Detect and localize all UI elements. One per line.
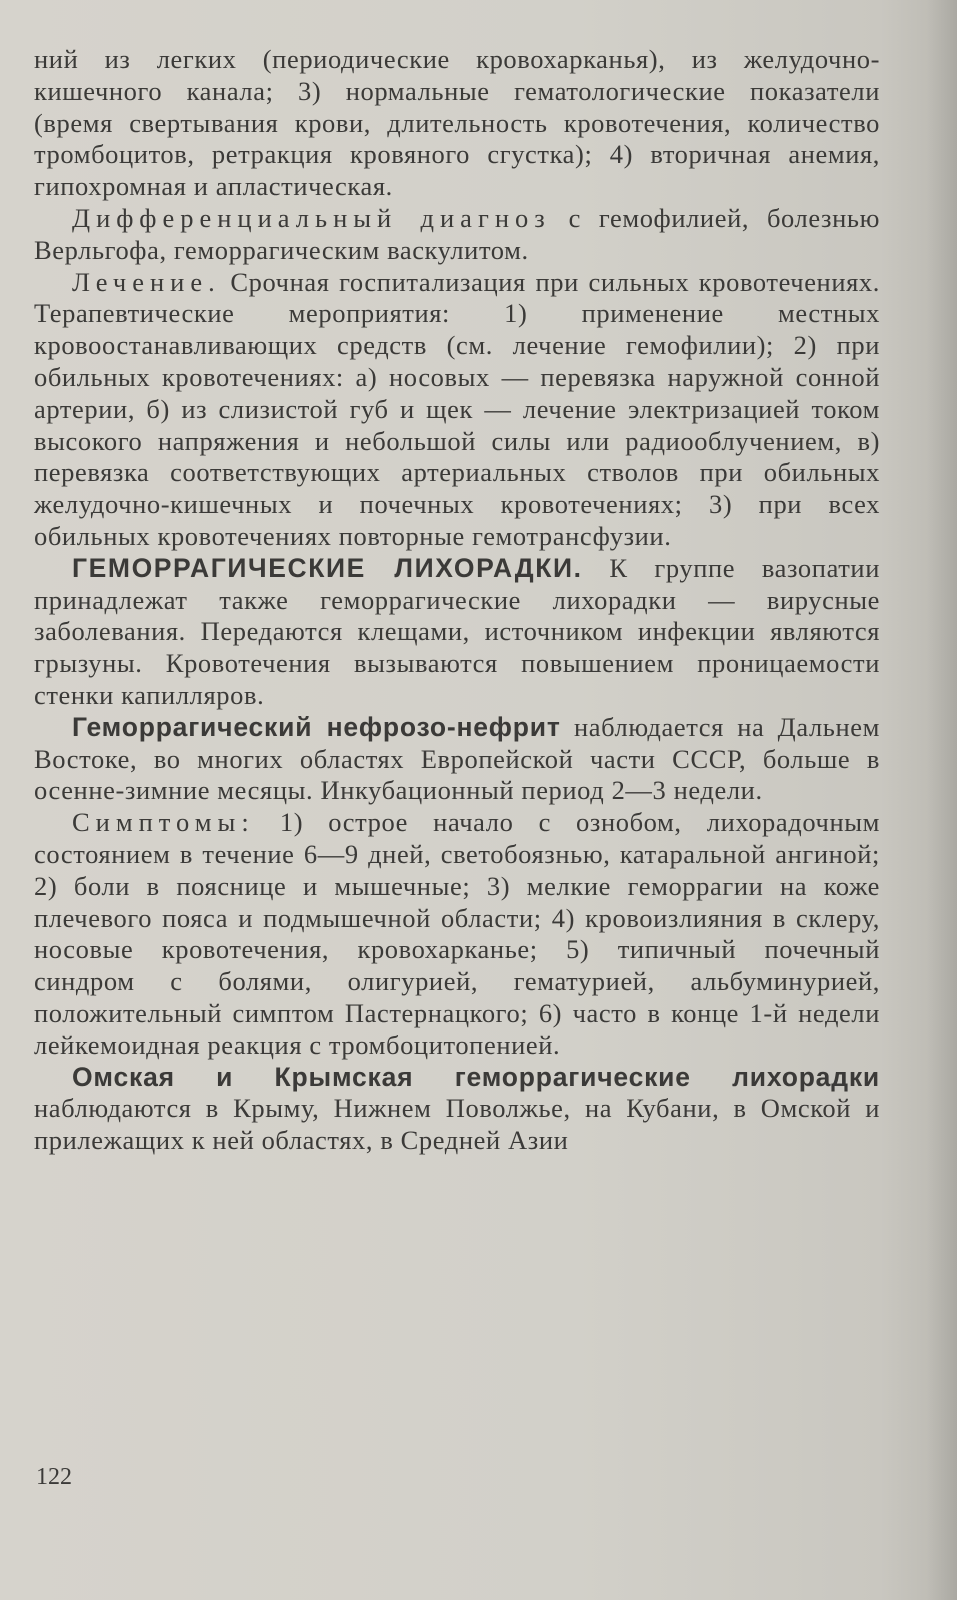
paragraph-1 bbox=[34, 44, 880, 203]
section-heading: ГЕМОРРАГИЧЕСКИЕ ЛИХОРАДКИ. bbox=[72, 552, 583, 583]
omsk-crimean-lead: Омская и Крымская геморрагические лихорадки bbox=[72, 1061, 880, 1092]
page-number: 122 bbox=[36, 1464, 72, 1490]
hemorrhagic-fevers-text: К группе вазопатии принадлежат также геморрагические лихорадки — вирусные заболевания. Передаются клещами, источником инфекции являются грызуны. Кровотечения вызываются повышением проницаемости стенки капилляров. bbox=[34, 552, 880, 710]
symptoms-lead: Симптомы: bbox=[72, 807, 255, 838]
paragraph-treatment bbox=[34, 267, 880, 553]
page-edge-shadow bbox=[927, 0, 957, 1600]
paragraph-symptoms bbox=[34, 807, 880, 1061]
paragraph-nephrosonephritis bbox=[34, 712, 880, 807]
differential-diagnosis-text: с гемофилией, болезнью Верльгофа, геморрагическим васкулитом. bbox=[34, 202, 880, 265]
nephrosonephritis-text: наблюдается на Дальнем Востоке, во многих областях Европейской части СССР, больше в осенне-зимние месяцы. Инкубационный период 2—3 недели. bbox=[34, 711, 880, 806]
omsk-crimean-text: наблюдаются в Крыму, Нижнем Поволжье, на Кубани, в Омской и прилежащих к ней областях, в Средней Азии bbox=[34, 1093, 880, 1156]
paragraph-1-text: ний из легких (периодические кровохарканья), из желудочно-кишечного канала; 3) нормальные гематологические показатели (время свертывания крови, длительность кровотечения, количество тромбоцитов, ретракция кровяного сгустка); 4) вторичная анемия, гипохромная и апластическая. bbox=[34, 44, 880, 202]
differential-diagnosis-lead: Дифференциальный диагноз bbox=[72, 202, 551, 233]
paragraph-hemorrhagic-fevers bbox=[34, 553, 880, 712]
paragraph-omsk-crimean bbox=[34, 1062, 880, 1157]
treatment-lead: Лечение. bbox=[72, 266, 221, 297]
paragraph-differential-diagnosis bbox=[34, 203, 880, 267]
body-text bbox=[34, 44, 880, 1157]
nephrosonephritis-lead: Геморрагический нефрозо-нефрит bbox=[72, 711, 561, 742]
treatment-text: Срочная госпитализация при сильных кровотечениях. Терапевтические мероприятия: 1) применение местных кровоостанавливающих средств (см. лечение гемофилии); 2) при обильных кровотечениях: а) носовых — перевязка наружной сонной артерии, б) из слизистой губ и щек — лечение электризацией током высокого напряжения и небольшой силы или радиооблучением, в) перевязка соответствующих артериальных стволов при обильных желудочно-кишечных и почечных кровотечениях; 3) при всех обильных кровотечениях повторные гемотрансфузии. bbox=[34, 266, 880, 551]
symptoms-text: 1) острое начало с ознобом, лихорадочным состоянием в течение 6—9 дней, светобоязнью, катаральной ангиной; 2) боли в пояснице и мышечные; 3) мелкие геморрагии на коже плечевого пояса и подмышечной области; 4) кровоизлияния в склеру, носовые кровотечения, кровохарканье; 5) типичный почечный синдром с болями, олигурией, гематурией, альбуминурией, положительный симптом Пастернацкого; 6) часто в конце 1-й недели лейкемоидная реакция с тромбоцитопенией. bbox=[34, 807, 880, 1060]
